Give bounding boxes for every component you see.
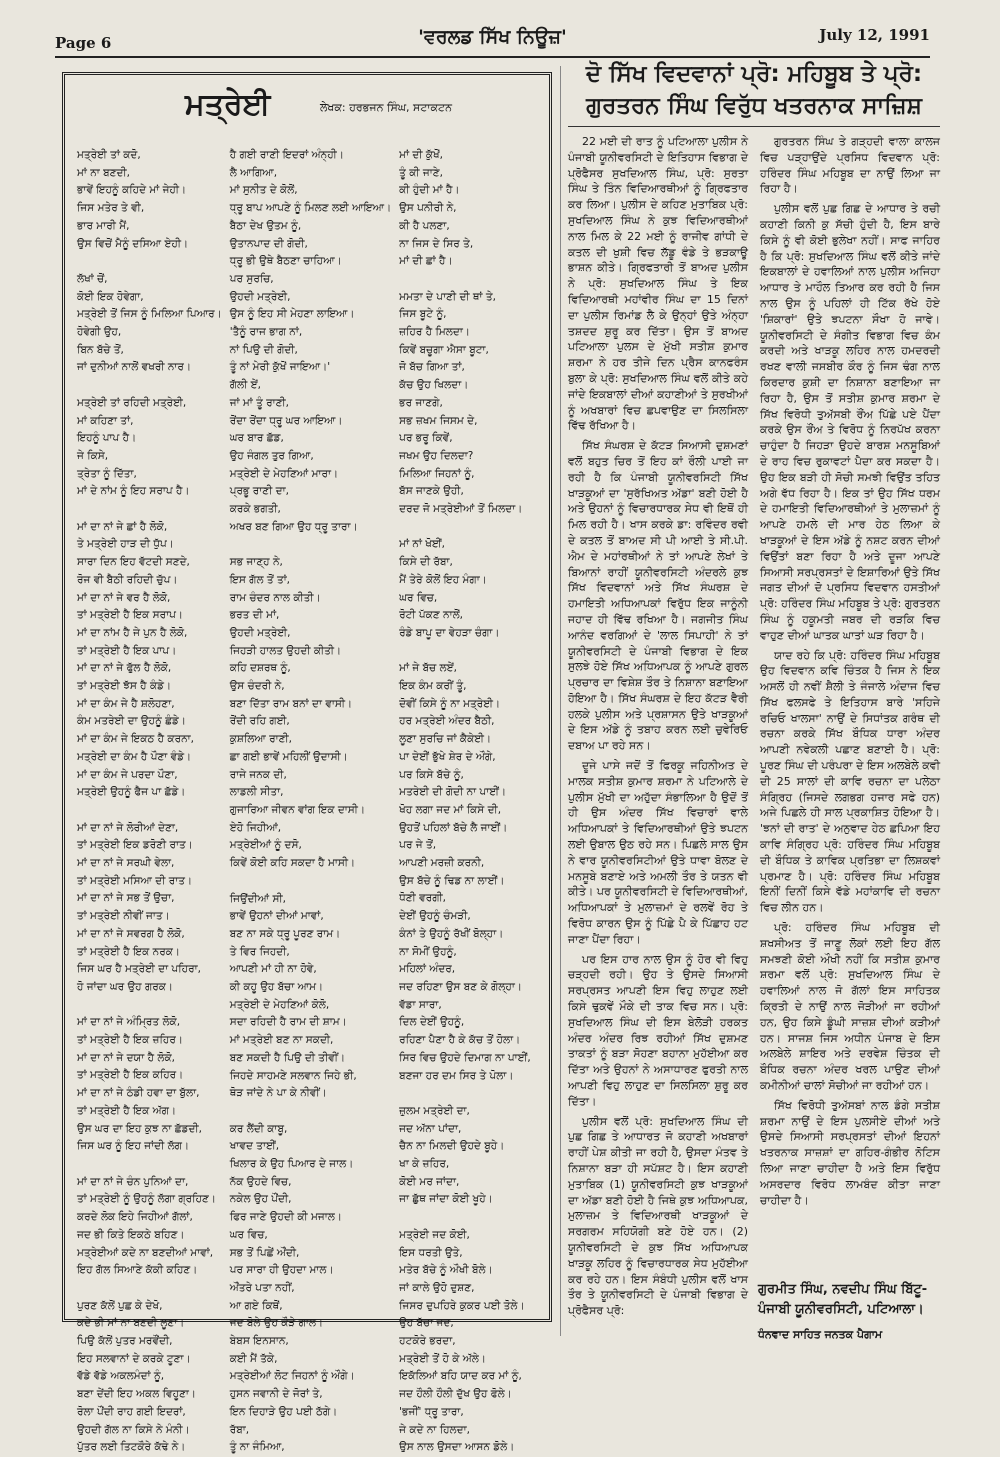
poem-line	[230, 1103, 391, 1121]
poem-line: ਮਤ੍ਰੇਈ ਉਹਨੂੰ ਫੈਜ ਪਾ ਛੱਡੇ।	[77, 786, 186, 799]
poem-line	[399, 1085, 539, 1103]
poem-line: ਰੋਟੀ ਪੱਕਣ ਨਾਲੋਂ,	[399, 609, 464, 622]
poem-line: ਸਿਰ ਵਿਚ ਉਹਦੇ ਦਿਮਾਗ ਨਾ ਪਾਈਂ,	[399, 1051, 531, 1064]
poem-line	[77, 501, 222, 519]
poem-line: ਮਾਂ ਦਾ ਨਾਂ ਜੇ ਅੰਮ੍ਰਿਤ ਲੋਕੋ,	[77, 1016, 181, 1029]
poem-line	[77, 1156, 222, 1174]
poem-line: ਤੂੰ ਨਾਂ ਮੇਰੀ ਕੁੱਖੋਂ ਜਾਇਆ।'	[229, 361, 331, 374]
article-paragraph: ਪੁਲੀਸ ਵਲੋਂ ਪੁਛ ਗਿਛ ਦੇ ਆਧਾਰ ਤੇ ਰਚੀ ਕਹਾਣੀ ਕਿਨੀ ਕੁ ਸੱਚੀ ਹੁੰਦੀ ਹੈ, ਇਸ ਬਾਰੇ ਕਿਸੇ ਨੂੰ ਵੀ ਕੋਈ ਭੁਲੇਖਾ ਨਹੀਂ। ਸਾਫ ਜਾਹਿਰ ਹੈ ਕਿ ਪ੍ਰੋ: ਸੁਖਦਿਆਲ ਸਿੰਘ ਵਲੋਂ ਕੀਤੇ ਜਾਂਦੇ ਇਕਬਾਲਾਂ ਦੇ ਹਵਾਲਿਆਂ ਨਾਲ ਪੁਲੀਸ ਅਜਿਹਾ ਆਧਾਰ ਤੇ ਮਾਹੌਲ ਤਿਆਰ ਕਰ ਰਹੀ ਹੈ ਜਿਸ ਨਾਲ ਉਸ ਨੂੰ ਪਹਿਲਾਂ ਹੀ ਟਿੱਕ ਰੱਖੇ ਹੋਏ 'ਸ਼ਿਕਾਰਾਂ' ਉਤੇ ਝਪਟਨਾ ਸੌਖਾ ਹੋ ਜਾਵੇ। ਯੂਨੀਵਰਸਿਟੀ ਦੇ ਸੰਗੀਤ ਵਿਭਾਗ ਵਿਚ ਕੰਮ ਕਰਦੀ ਅਤੇ ਖਾੜਕੂ ਲਹਿਰ ਨਾਲ ਹਮਦਰਦੀ ਰਖਣ ਵਾਲੀ ਜਸਬੀਰ ਕੌਰ ਨੂੰ ਜਿਸ ਢੰਗ ਨਾਲ ਕਿਰਦਾਰ ਕੁਸ਼ੀ ਦਾ ਨਿਸ਼ਾਨਾ ਬਣਾਇਆ ਜਾ ਰਿਹਾ ਹੈ, ਉਸ ਤੋਂ ਸਤੀਸ਼ ਕੁਮਾਰ ਸ਼ਰਮਾ ਦੇ ਸਿੱਖ ਵਿਰੋਧੀ ਤੁਅੱਸਬੀ ਰੌਂਅ ਪਿੱਛੇ ਪਏ ਪੈਂਦਾ ਕਰਕੇ ਉਸ ਰੌਂਅ ਤੇ ਵਿਰੋਧ ਨੂੰ ਨਿਰਪੱਖ ਕਰਨਾ ਚਾਹੁੰਦਾ ਹੈ ਜਿਹੜਾ ਉਹਦੇ ਬਾਰਸ਼ ਮਨਸੂਬਿਆਂ ਦੇ ਰਾਹ ਵਿਚ ਰੁਕਾਵਟਾਂ ਪੈਦਾ ਕਰ ਸਕਦਾ ਹੈ। ਉਹ ਇਕ ਬੜੀ ਹੀ ਸੋਚੀ ਸਮਝੀ ਵਿਉਂਤ ਤਹਿਤ ਅਗੇ ਵੱਧ ਰਿਹਾ ਹੈ। ਇਕ ਤਾਂ ਉਹ ਸਿੱਖ ਧਰਮ ਦੇ ਹਮਾਇਤੀ ਵਿਦਿਆਰਥੀਆਂ ਤੇ ਮੁਲਾਜ਼ਮਾਂ ਨੂੰ ਆਪਣੇ ਹਮਲੇ ਦੀ ਮਾਰ ਹੇਠ ਲਿਆ ਕੇ ਖਾੜਕੂਆਂ ਦੇ ਇਸ ਅੱਡੇ ਨੂੰ ਨਸ਼ਟ ਕਰਨ ਦੀਆਂ ਵਿਉਂਤਾਂ ਬਣਾ ਰਿਹਾ ਹੈ ਅਤੇ ਦੂਜਾ ਆਪਣੇ ਸਿਆਸੀ ਸਰਪ੍ਰਸਤਾਂ ਦੇ ਇਸ਼ਾਰਿਆਂ ਉਤੇ ਸਿੱਖ ਜਗਤ ਦੀਆਂ ਦੋ ਪ੍ਰਸਿਧ ਵਿਦਵਾਨ ਹਸਤੀਆਂ ਪ੍ਰੋ: ਹਰਿੰਦਰ ਸਿੰਘ ਮਹਿਬੂਬ ਤੇ ਪ੍ਰੋ: ਗੁਰਤਰਨ ਸਿੰਘ ਨੂੰ ਹਕੂਮਤੀ ਜਬਰ ਦੀ ਰੜਕਿ ਵਿਚ ਵਾਹੁਣ ਦੀਆਂ ਘਾਤਕ ਘਾਤਾਂ ਘੜ ਰਿਹਾ ਹੈ।	[760, 202, 941, 642]
poem-line: ਮਾਂ ਦਾ ਨਾਂ ਜੇ ਛਾਂ ਹੈ ਲੋਕੋ,	[77, 520, 168, 533]
poem-line: ਕਿਸੇ ਦੀ ਰੱਬਾ,	[399, 556, 453, 569]
poem-line: ਬੈਠਾ ਦੇਖ ਉਤਮ ਨੂੰ,	[229, 219, 302, 232]
poem-line: ਸਭ ਤੋਂ ਪਿਛੇਂ ਔਂਦੀ,	[229, 1246, 300, 1259]
poem-line: ਇਹ ਸਲਵਾਨਾਂ ਦੇ ਕਰਕੇ ਟੂਣਾ।	[77, 1352, 191, 1365]
poem-line: ਦਰਦ ਜੋ ਮਤ੍ਰੇਈਆਂ ਤੋਂ ਮਿਲਦਾ।	[399, 503, 523, 516]
poem-line: ਤਾਂ ਮਤ੍ਰੇਈ ਹੈ ਇਕ ਨਰਕ।	[77, 945, 180, 958]
poem-line: ਜਿਸ ਘਰ ਹੈ ਮਤ੍ਰੇਈ ਦਾ ਪਹਿਰਾ,	[77, 963, 201, 976]
poem-line: 'ਭਜੀਂ' ਧ੍ਰੂ ਤਾਰਾ,	[399, 1405, 464, 1418]
poem-line: ਉਹਦੀ ਮਤ੍ਰੇਈ,	[229, 290, 291, 303]
poem-line: ਲੈ ਆਗਿਆ,	[229, 166, 278, 179]
poem-line: ਰੋਲਾ ਪੌਂਦੀ ਰਾਹ ਗਈ ਇਦਰਾਂ,	[77, 1405, 186, 1418]
poem-line: ਕੰਨਾਂ ਤੇ ਉਹਨੂੰ ਰੱਖੀਂ ਬੋਲ੍ਹਾ।	[399, 927, 504, 940]
poem-line: ਜੋ ਬੱਚ ਗਿਆ ਤਾਂ,	[399, 361, 465, 374]
poem-line: ਭਾਵੇਂ ਇਹਨੂੰ ਕਹਿਦੇ ਮਾਂ ਜੇਹੀ।	[77, 184, 187, 197]
poem-line: ਮਤ੍ਰੇਈਆਂ ਕਦੇ ਨਾ ਬਣਦੀਆਂ ਮਾਵਾਂ,	[77, 1246, 214, 1259]
article-paragraph: ਪਰ ਇਸ ਹਾਰ ਨਾਲ ਉਸ ਨੂੰ ਹੋਰ ਵੀ ਵਿਹੁ ਚੜ੍ਹਦੀ ਰਹੀ। ਉਹ ਤੇ ਉਸਦੇ ਸਿਆਸੀ ਸਰਪ੍ਰਸਤ ਆਪਣੀ ਇਸ ਵਿਹੁ ਲਾਹੁਣ ਲਈ ਕਿਸੇ ਢੁਕਵੇਂ ਮੌਕੇ ਦੀ ਤਾਕ ਵਿਚ ਸਨ। ਪ੍ਰੋ: ਸੁਖਦਿਆਲ ਸਿੰਘ ਦੀ ਇਸ ਬੇਲੋੜੀ ਹਰਕਤ ਅੰਦਰ ਅੰਦਰ ਰਿਝ ਰਹੀਆਂ ਸਿੱਖ ਦੁਸ਼ਮਣ ਤਾਕਤਾਂ ਨੂੰ ਬੜਾ ਸੋਹਣਾ ਬਹਾਨਾ ਮੁਹੱਈਆ ਕਰ ਦਿੱਤਾ ਅਤੇ ਉਹਨਾਂ ਨੇ ਅਸਾਧਾਰਣ ਫੁਰਤੀ ਨਾਲ ਆਪਣੀ ਵਿਹੁ ਲਾਹੁਣ ਦਾ ਸਿਲਸਿਲਾ ਸ਼ੁਰੂ ਕਰ ਦਿੱਤਾ।	[568, 952, 748, 1108]
poem-line: ਮਾਂ ਦਾ ਕੰਮ ਜੇ ਪਰਦਾ ਪੌਣਾ,	[77, 768, 178, 781]
poem-line: ਤਾਂ ਮਤ੍ਰੇਈ ਨੀਵੀਂ ਜਾਤ।	[77, 910, 170, 923]
poem-line: ਉਹ ਜੰਗਲ ਤੁਰ ਗਿਆ,	[229, 449, 314, 462]
poem-line: ਜਾਂ ਮਾਂ ਤੂੰ ਰਾਣੀ,	[229, 396, 290, 409]
poem-line: ਕਰਕੇ ਭਗਤੀ,	[229, 503, 281, 516]
poem-column-1	[77, 147, 222, 1454]
poem-line: ਸਭ ਜਾਣ੍ਹ ਨੇ,	[229, 556, 283, 569]
poem-line: ਕੀ ਕਹੂ ਉਹ ਬੱਚਾ ਆਮ।	[229, 981, 324, 994]
poem-line: ਤਾਂ ਮਤ੍ਰੇਈ ਨੂੰ ਉਹਨੂੰ ਲੱਗਾ ਗ੍ਰਹਿਣ।	[77, 1193, 216, 1206]
poem-line	[399, 1209, 539, 1227]
poem-line: ਵੱਡਾ ਸਾਰਾ,	[399, 998, 442, 1011]
poem-line	[77, 1280, 222, 1298]
poem-line: ਜਿਸ ਘਰ ਨੂੰ ਇਹ ਜਾਂਦੀ ਲੱਗ।	[77, 1140, 190, 1153]
poem-line: ਮਾਂ ਦੇ ਨਾਂਮ ਨੂੰ ਇਹ ਸਰਾਪ ਹੈ।	[77, 485, 190, 498]
poem-line: ਫਿਰ ਜਾਣੇ ਉਹਦੀ ਕੀ ਮਜਾਲ।	[229, 1211, 342, 1224]
poem-line: ਮਾਂ ਨਾਂ ਖੋਈਂ,	[399, 538, 446, 551]
poem-line: ਮਤ੍ਰੇਈਆਂ ਲੋਟ ਜਿਹਨਾਂ ਨੂੰ ਔਗੇ।	[229, 1370, 355, 1383]
poem-line: ਮਤੇਰ ਬੱਚੇ ਨੂੰ ਔਖੀ ਬੋਲੇ।	[399, 1264, 493, 1277]
poem-line: ਸਭ ਜ਼ਖਮ ਜਿਸਮ ਦੇ,	[399, 414, 478, 427]
poem-line: ਜਦ ਅੱਨਾ ਪਾਂਦਾ,	[399, 1122, 462, 1135]
poem-line: ਰਾਮ ਚੰਦਰ ਨਾਲ ਕੀਤੀ।	[229, 591, 321, 604]
poem-line: ਤਾਂ ਮਤ੍ਰੇਈ ਹੈ ਇਕ ਪਾਪ।	[77, 644, 177, 657]
article-paragraph: ਦੂਜੇ ਪਾਸੇ ਜਦੋਂ ਤੋਂ ਫਿਰਕੂ ਜਹਿਨੀਅਤ ਦੇ ਮਾਲਕ ਸਤੀਸ਼ ਕੁਮਾਰ ਸ਼ਰਮਾ ਨੇ ਪਟਿਆਲੇ ਦੇ ਪੁਲੀਸ ਮੁੱਖੀ ਦਾ ਅਹੁੱਦਾ ਸੰਭਾਲਿਆ ਹੈ ਉਦੋਂ ਤੋਂ ਹੀ ਉਸ ਅੰਦਰ ਸਿੱਖ ਵਿਚਾਰਾਂ ਵਾਲੇ ਅਧਿਆਪਕਾਂ ਤੇ ਵਿਦਿਆਰਥੀਆਂ ਉਤੇ ਝਪਟਨ ਲਈ ਉਬਾਲ ਉਠ ਰਹੇ ਸਨ। ਪਿਛਲੇ ਸਾਲ ਉਸ ਨੇ ਵਾਰ ਯੂਨੀਵਰਸਿਟੀਆਂ ਉਤੇ ਧਾਵਾ ਬੋਲਣ ਦੇ ਮਨਸੂਬੇ ਬਣਾਏ ਅਤੇ ਅਮਲੀ ਤੌਰ ਤੇ ਯਤਨ ਵੀ ਕੀਤੇ। ਪਰ ਯੂਨੀਵਰਸਿਟੀ ਦੇ ਵਿਦਿਆਰਥੀਆਂ, ਅਧਿਆਪਕਾਂ ਤੇ ਮੁਲਾਜ਼ਮਾਂ ਦੇ ਰਲਵੇਂ ਰੋਹ ਤੇ ਵਿਰੋਧ ਕਾਰਨ ਉਸ ਨੂੰ ਪਿੱਛੇ ਪੈ ਕੇ ਪਿੱਛਾਹ ਹਟ ਜਾਣਾ ਪੈਂਦਾ ਰਿਹਾ।	[568, 759, 748, 946]
poem-line: ਮਾਂ ਦਾ ਨਾਂ ਜੇ ਸਭ ਤੋਂ ਉਚਾ,	[77, 892, 175, 905]
poem-line: ਖਾ ਕੇ ਜ਼ਹਿਰ,	[399, 1158, 450, 1171]
poem-line: ਮਾਂ ਦਾ ਨਾਂ ਜੇ ਦਯਾ ਹੈ ਲੋਕੋ,	[77, 1051, 175, 1064]
poem-line: ਘਰ ਵਿਚ,	[399, 591, 438, 604]
poem-line: ਇਸ ਗੱਲ ਤੋਂ ਤਾਂ,	[229, 573, 291, 586]
poem-line: ਨਾ ਸੋਮੀਂ ਉਹਨੂੰ,	[399, 945, 457, 958]
article-paragraph: ਯਾਦ ਰਹੇ ਕਿ ਪ੍ਰੋ: ਹਰਿੰਦਰ ਸਿੰਘ ਮਹਿਬੂਬ ਉਹ ਵਿਦਵਾਨ ਕਵਿ ਚਿੰਤਕ ਹੈ ਜਿਸ ਨੇ ਇਕ ਅਸਲੋਂ ਹੀ ਨਵੀਂ ਸ਼ੈਲੀ ਤੇ ਜੰਜਾਲੇ ਅੰਦਾਜ ਵਿਚ ਸਿੱਖ ਫਲਸਫੇ ਤੇ ਇਤਿਹਾਸ ਬਾਰੇ 'ਸਹਿਜੇ ਰਚਿਓ ਖਾਲਸਾ' ਨਾਉਂ ਦੇ ਸਿਧਾਂਤਕ ਗਰੰਥ ਦੀ ਰਚਨਾ ਕਰਕੇ ਸਿੱਖ ਬੌਧਿਕ ਧਾਰਾ ਅੰਦਰ ਆਪਣੀ ਨਵੇਕਲੀ ਪਛਾਣ ਬਣਾਈ ਹੈ। ਪ੍ਰੋ: ਪੂਰਣ ਸਿੰਘ ਦੀ ਪਰੰਪਰਾ ਦੇ ਇਸ ਅਲਬੇਲੇ ਕਵੀ ਦੀ 25 ਸਾਲਾਂ ਦੀ ਕਾਵਿ ਰਚਨਾ ਦਾ ਪਲੇਠਾ ਸੰਗ੍ਰਿਹ (ਜਿਸਦੇ ਲਗਭਗ ਹਜਾਰ ਸਫੇ ਹਨ) ਅਜੇ ਪਿਛਲੇ ਹੀ ਸਾਲ ਪ੍ਰਕਾਸ਼ਿਤ ਹੋਇਆ ਹੈ। 'ਝਨਾਂ ਦੀ ਰਾਤ' ਦੇ ਅਨੁਵਾਦ ਹੇਠ ਛਪਿਆ ਇਹ ਕਾਵਿ ਸੰਗ੍ਰਿਹ ਪ੍ਰੋ: ਹਰਿੰਦਰ ਸਿੰਘ ਮਹਿਬੂਬ ਦੀ ਬੌਧਿਕ ਤੇ ਕਾਵਿਕ ਪ੍ਰਤਿਭਾ ਦਾ ਲਿਸ਼ਕਵਾਂ ਪ੍ਰਮਾਣ ਹੈ। ਪ੍ਰੋ: ਹਰਿੰਦਰ ਸਿੰਘ ਮਹਿਬੂਬ ਇਨੀਂ ਦਿਨੀਂ ਕਿਸੇ ਵੱਡੇ ਮਹਾਂਕਾਵਿ ਦੀ ਰਚਨਾ ਵਿਚ ਲੀਨ ਹਨ।	[760, 648, 940, 915]
poem-line: ਉਸ ਪਨੀਰੀ ਨੇ,	[399, 202, 457, 215]
poem-line: ਉਸ ਘਰ ਦਾ ਇਹ ਕੁਝ ਨਾ ਛੱਡਦੀ,	[77, 1122, 202, 1135]
poem-line: ਗੱਲੀ ਏਂ,	[229, 379, 261, 392]
poem-line	[77, 997, 222, 1015]
poem-title: ਮਤ੍ਰੇਈ	[185, 87, 271, 122]
poem-line: ਖੋਹ ਲਗਾ ਜਦ ਮਾਂ ਕਿਸੇ ਦੀ,	[399, 803, 502, 816]
poem-line	[230, 536, 391, 554]
poem-line	[399, 519, 539, 537]
poem-line: ਭਾਰ ਮਾਰੀ ਮੈਂ,	[77, 219, 130, 232]
article-paragraph: ਸਿੱਖ ਵਿਰੋਧੀ ਤੁਅੱਸਬਾਂ ਨਾਲ ਡੰਗੇ ਸਤੀਸ਼ ਸ਼ਰਮਾ ਨਾਉਂ ਦੇ ਇਸ ਪੁਲਸੀਏ ਦੀਆਂ ਅਤੇ ਉਸਦੇ ਸਿਆਸੀ ਸਰਪ੍ਰਸਤਾਂ ਦੀਆਂ ਇਹਨਾਂ ਖਤਰਨਾਕ ਸਾਜ਼ਸ਼ਾਂ ਦਾ ਗਹਿਰ-ਗੰਭੀਰ ਨੋਟਿਸ ਲਿਆ ਜਾਣਾ ਚਾਹੀਦਾ ਹੈ ਅਤੇ ਇਸ ਵਿਰੁੱਧ ਅਸਰਦਾਰ ਵਿਰੋਧ ਲਾਮਬੰਦ ਕੀਤਾ ਜਾਣਾ ਚਾਹੀਦਾ ਹੈ।	[760, 1098, 940, 1207]
poem-line: ਮਤ੍ਰੇਈ ਦੇ ਮੇਹਣਿਆਂ ਮਾਰਾ।	[229, 467, 339, 480]
poem-line: ਮਾਂ ਦਾ ਨਾਂ ਜੇ ਸਵਰਗ ਹੈ ਲੋਕੋ,	[77, 927, 185, 940]
poem-line: ਤੇ ਵਿਰ ਜਿਹਦੀ,	[229, 945, 290, 958]
poem-line: ਨਕੇਲ ਉਹ ਪੌਂਦੀ,	[229, 1193, 292, 1206]
poem-line: ਉਹਦੀ ਗੱਲ ਨਾ ਕਿਸੇ ਨੇ ਮੰਨੀ।	[77, 1423, 190, 1436]
poem-line: ਕੁਸ਼ਲਿਆ ਰਾਣੀ,	[229, 733, 292, 746]
poem-line: ਪੁੱਤਰ ਲਈ ਤਿਟਕੌਰੇ ਕੱਢੇ ਨੇ।	[77, 1441, 186, 1454]
poem-line: ਜਿਹੜੀ ਹਾਲਤ ਉਹਦੀ ਕੀਤੀ।	[229, 644, 342, 657]
poem-line: ਉਸ ਬੱਚੇ ਨੂੰ ਢਿਡ ਨਾ ਲਾਈਂ।	[399, 874, 505, 887]
poem-line: ਬਿਨ ਬੱਚੇ ਤੋਂ,	[77, 343, 124, 356]
poem-line: ਸਾਰਾ ਦਿਨ ਇਹ ਵੱਟਦੀ ਸਣਦੇ,	[77, 556, 190, 569]
poem-line: ਇਕ ਕੰਮ ਕਰੀਂ ਤੂੰ,	[399, 680, 467, 693]
poem-line: ਮਤ੍ਰੇਈ ਜਦ ਕੋਈ,	[399, 1228, 470, 1241]
poem-line: ਆਪਣੀ ਮਰਜ਼ੀ ਕਰਨੀ,	[399, 857, 485, 870]
poem-line: ਤਾਂ ਮਤ੍ਰੇਈ ਹੈ ਇਕ ਜ਼ਹਿਰ।	[77, 1034, 183, 1047]
poem-line: ਗੁਜਾਰਿਆ ਜੀਵਨ ਵਾਂਗ ਇਕ ਦਾਸੀ।	[229, 804, 366, 816]
poem-line: ਮੈਂ ਤੇਰੇ ਕੋਲੋਂ ਇਹ ਮੰਗਾ।	[399, 573, 487, 586]
poem-line: ਉਸ ਨਾਲ ਉਸਦਾ ਆਸਨ ਡੋਲੇ।	[399, 1441, 515, 1454]
poem-line: ਮਾਂ ਦਾ ਕੰਮ ਜੇ ਇਕਠ ਹੈ ਕਰਨਾ,	[77, 733, 194, 746]
poem-line: ਜਦ ਬੋਲੇ ਉਹ ਕੌੜੇ ਗਾਲ।	[229, 1317, 324, 1330]
poem-line	[77, 377, 222, 395]
poem-line: ਜਿਸ ਮਤੇਰ ਤੇ ਵੀ,	[77, 202, 145, 215]
poem-line: ਦਿਲ ਦੇਈਂ ਉਹਨੂੰ,	[399, 1016, 465, 1029]
poem-line: ਹਰ ਮਤ੍ਰੇਈ ਅੰਦਰ ਬੈਠੀ,	[399, 715, 495, 728]
poem-line: ਮਾਂ ਜੇ ਬੱਚ ਲਏਂ,	[399, 662, 457, 675]
poem-line: ਜਦ ਰਹਿਣਾ ਉਸ ਬਣ ਕੇ ਗੋਲ੍ਹਾ।	[399, 981, 522, 993]
poem-line: ਮਾਂ ਦੀ ਕੁੱਖੋਂ,	[399, 149, 443, 161]
poem-line: ਮਤ੍ਰੇਈ ਤਾਂ ਰਹਿਦੀ ਮਤ੍ਰੇਈ,	[77, 396, 187, 409]
poem-line: ਮਾਂ ਕਹਿਣਾ ਤਾਂ,	[77, 414, 134, 427]
poem-line: ਭਰ ਜਾਣਗੇ,	[399, 396, 443, 409]
poem-byline: ਲੇਖਕ: ਹਰਭਜਨ ਸਿੰਘ, ਸਟਾਕਟਨ	[320, 101, 452, 114]
article-credit: ਧੰਨਵਾਦ ਸਾਹਿਤ ਜਨਤਕ ਪੈਗਾਮ	[758, 1328, 883, 1341]
poem-line: ਮਾਂ ਦੀ ਛਾਂ ਹੈ।	[399, 255, 453, 268]
poem-line: ਸਦਾ ਰਹਿਦੀ ਹੈ ਰਾਮ ਦੀ ਸ਼ਾਮ।	[229, 1016, 347, 1029]
poem-line: ਪਰ ਸੁਰਚਿ,	[229, 272, 274, 285]
poem-line: ਇਕੱਲਿਆਂ ਬਹਿ ਯਾਦ ਕਰ ਮਾਂ ਨੂੰ,	[399, 1370, 522, 1383]
poem-line: ਤੂੰ ਨਾ ਜੰਮਿਆ,	[229, 1441, 285, 1454]
poem-line: ਤਾਂ ਮਤ੍ਰੇਈ ਹੈ ਇਕ ਅੱਗ।	[77, 1104, 177, 1117]
poem-line	[77, 253, 222, 271]
poem-line: ਜੇ ਕਦੇ ਨਾ ਹਿਲਦਾ,	[399, 1423, 470, 1436]
poem-line: ਮਤ੍ਰੇਈਆਂ ਨੂੰ ਦਸੋ,	[229, 839, 302, 852]
poem-line: ਇਨ ਦਿਹਾੜੇ ਉਹ ਪਈ ਠੱਗੇ।	[229, 1405, 338, 1418]
poem-line: ਰਾਜੇ ਜਨਕ ਦੀ,	[229, 768, 287, 781]
issue-date: July 12, 1991	[819, 26, 930, 44]
poem-line: ਮਾਂ ਦਾ ਨਾਂ ਜੇ ਚੰਨ ਪੁਨਿਆਂ ਦਾ,	[77, 1175, 189, 1188]
poem-line: ਕੋਈ ਮਰ ਜਾਂਦਾ,	[399, 1175, 460, 1188]
poem-columns	[77, 147, 539, 1454]
poem-line: ਅਖਰ ਬਣ ਗਿਆ ਉਹ ਧ੍ਰੂ ਤਾਰਾ।	[229, 520, 358, 533]
poem-line	[77, 802, 222, 820]
article-paragraph: ਸਿੱਖ ਸੰਘਰਸ਼ ਦੇ ਕੱਟੜ ਸਿਆਸੀ ਦੁਸ਼ਮਣਾਂ ਵਲੋਂ ਬਹੁਤ ਚਿਰ ਤੋਂ ਇਹ ਕਾਂ ਰੌਲੀ ਪਾਈ ਜਾ ਰਹੀ ਹੈ ਕਿ ਪੰਜਾਬੀ ਯੂਨੀਵਰਸਿਟੀ ਸਿੱਖ ਖਾੜਕੂਆਂ ਦਾ 'ਸੁਰੱਖਿਅਤ ਅੱਡਾ' ਬਣੀ ਹੋਈ ਹੈ ਅਤੇ ਉਹਨਾਂ ਨੂੰ ਵਿਚਾਰਧਾਰਕ ਸੇਧ ਵੀ ਇਥੋਂ ਹੀ ਮਿਲ ਰਹੀ ਹੈ। ਖਾਸ ਕਰਕੇ ਡਾ: ਰਵਿੰਦਰ ਰਵੀ ਦੇ ਕਤਲ ਤੋਂ ਬਾਅਦ ਸੀ ਪੀ ਆਈ ਤੇ ਸੀ.ਪੀ. ਐਮ ਦੇ ਮਹਾਂਰਥੀਆਂ ਨੇ ਤਾਂ ਆਪਣੇ ਲੇਖਾਂ ਤੇ ਬਿਆਨਾਂ ਰਾਹੀਂ ਯੂਨੀਵਰਸਿਟੀ ਅੰਦਰਲੇ ਕੁਝ ਸਿੱਖ ਵਿਦਵਾਨਾਂ ਅਤੇ ਸਿੱਖ ਸੰਘਰਸ਼ ਦੇ ਹਮਾਇਤੀ ਅਧਿਆਪਕਾਂ ਵਿਰੁੱਧ ਇਕ ਜਾਨੂੰਨੀ ਜਹਾਦ ਹੀ ਵਿੱਢ ਰਖਿਆ ਹੈ। ਜਗਜੀਤ ਸਿੰਘ ਆਨੰਦ ਵਰਗਿਆਂ ਦੇ 'ਲਾਲ ਸਿਪਾਹੀ' ਨੇ ਤਾਂ ਯੂਨੀਵਰਸਿਟੀ ਦੇ ਪੰਜਾਬੀ ਵਿਭਾਗ ਦੇ ਇਕ ਸੁਲਝੇ ਹੋਏ ਸਿੱਖ ਅਧਿਆਪਕ ਨੂੰ ਆਪਣੇ ਗੁਰਲ ਪ੍ਰਚਾਰ ਦਾ ਵਿਸ਼ੇਸ਼ ਤੌਰ ਤੇ ਨਿਸ਼ਾਨਾ ਬਣਾਇਆ ਹੋਇਆ ਹੈ। ਸਿੱਖ ਸੰਘਰਸ਼ ਦੇ ਇਹ ਕੱਟੜ ਵੈਰੀ ਹਲਕੇ ਪੁਲੀਸ ਅਤੇ ਪ੍ਰਸ਼ਾਸਨ ਉਤੇ ਖਾੜਕੂਆਂ ਦੇ ਇਸ ਅੱਡੇ ਨੂੰ ਤਬਾਹ ਕਰਨ ਲਈ ਚੁਵੇਰਿਓ ਦਬਾਅ ਪਾ ਰਹੇ ਸਨ।	[568, 439, 748, 753]
poem-line: ਕਈ ਮੈਂ ਤੱਕੇ,	[229, 1352, 278, 1365]
poem-line: ਉਤਾਨਪਾਦ ਦੀ ਗੋਦੀ,	[229, 237, 308, 250]
poem-line: ਉਸ ਵਿਚੋਂ ਮੈਨੂੰ ਦਸਿਆ ਏਹੀ।	[77, 237, 189, 250]
poem-line: ਇਹਨੂੰ ਪਾਪ ਹੈ।	[77, 432, 137, 445]
poem-line: ਕਦੇ ਭੀ ਮਾਂ ਨਾ ਬਣਦੀ ਲੂਣਾ।	[77, 1317, 185, 1330]
poem-line: ਧ੍ਰੂ ਬਾਪ ਆਪਣੇ ਨੂੰ ਮਿਲਣ ਲਈ ਆਇਆ।	[229, 202, 392, 215]
page-number: Page 6	[55, 34, 112, 52]
poem-line: ਰੱਬਾ,	[229, 1423, 250, 1436]
masthead: 'ਵਰਲਡ ਸਿੱਖ ਨਿਊਜ਼'	[418, 26, 567, 48]
poem-line: ਖਿਲਾਰ ਕੇ ਉਹ ਪਿਆਰ ਦੇ ਜਾਲ।	[229, 1158, 354, 1171]
poem-line	[230, 873, 391, 891]
poem-line: ਮਾਂ ਸੁਨੀਤ ਦੇ ਕੋਲੋਂ,	[229, 184, 298, 197]
poem-line: ਤਾਂ ਮਤ੍ਰੇਈ ਮਸਿਆ ਦੀ ਰਾਤ।	[77, 874, 193, 887]
poem-line: ਰੋਜ ਵੀ ਬੈਠੀ ਰਹਿਦੀ ਚੁੱਪ।	[77, 573, 178, 586]
poem-line: ਪਿਉ ਕੱਲੋਂ ਪੁਤਰ ਮਰਵੌਂਦੀ,	[77, 1335, 173, 1347]
poem-line: ਮਾਂ ਨਾ ਬਣਦੀ,	[77, 166, 130, 179]
poem-line: ਇਸ ਧਰਤੀ ਉਤੇ,	[399, 1246, 463, 1259]
poem-line: ਰਹਿਣਾ ਪੈਣਾ ਹੈ ਕੇ ਕੱਚ ਤੋਂ ਹੋਲਾ।	[399, 1034, 521, 1047]
poem-line: ਕੀ ਹੁੰਦੀ ਮਾਂ ਹੈ।	[399, 184, 460, 197]
poem-line: ਜਖਮ ਉਹ ਦਿਲਦਾ?	[399, 449, 474, 462]
article-headline: ਦੋ ਸਿੱਖ ਵਿਦਵਾਨਾਂ ਪ੍ਰੋ: ਮਹਿਬੂਬ ਤੇ ਪ੍ਰੋ: ਗੁਰਤਰਨ ਸਿੰਘ ਵਿਰੁੱਧ ਖਤਰਨਾਕ ਸਾਜ਼ਿਸ਼	[568, 58, 940, 127]
poem-line: ਪਰ ਸਾਰਾ ਹੀ ਉਹਦਾ ਮਾਲ।	[229, 1264, 334, 1277]
poem-line: ਤਾਂ ਮਤ੍ਰੇਈ ਝੱਸ ਹੈ ਕੰਡੇ।	[77, 680, 172, 693]
poem-line: ਪਰ ਕਿਸੇ ਬੱਚੇ ਨੂੰ,	[399, 768, 464, 781]
poem-box	[62, 72, 552, 1454]
poem-line: ਹੋਵੇਗੀ ਉਹ,	[77, 326, 122, 339]
article-paragraph: ਪ੍ਰੋ: ਹਰਿੰਦਰ ਸਿੰਘ ਮਹਿਬੂਬ ਦੀ ਸ਼ਖਸੀਅਤ ਤੋਂ ਜਾਣੂ ਲੋਕਾਂ ਲਈ ਇਹ ਗੱਲ ਸਮਝਣੀ ਕੋਈ ਔਖੀ ਨਹੀਂ ਕਿ ਸਤੀਸ਼ ਕੁਮਾਰ ਸ਼ਰਮਾ ਵਲੋਂ ਪ੍ਰੋ: ਸੁਖਦਿਆਲ ਸਿੰਘ ਦੇ ਹਵਾਲਿਆਂ ਨਾਲ ਜੋ ਗੱਲਾਂ ਇਸ ਸਾਹਿਤਕ ਕ੍ਰਿਤੀ ਦੇ ਨਾਉਂ ਨਾਲ ਜੋੜੀਆਂ ਜਾ ਰਹੀਆਂ ਹਨ, ਉਹ ਕਿਸੇ ਡੂੰਘੀ ਸਾਜ਼ਸ਼ ਦੀਆਂ ਕੜੀਆਂ ਹਨ। ਸਾਜਸ਼ ਜਿਸ ਅਧੀਨ ਪੰਜਾਬ ਦੇ ਇਸ ਅਲਬੇਲੇ ਸ਼ਾਇਰ ਅਤੇ ਦਰਵੇਸ਼ ਚਿੰਤਕ ਦੀ ਬੌਧਿਕ ਰਚਨਾ ਅੰਦਰ ਖਰਲ ਪਾਉਣ ਦੀਆਂ ਕਮੀਨੀਆਂ ਚਾਲਾਂ ਸੋਚੀਆਂ ਜਾ ਰਹੀਆਂ ਹਨ।	[760, 921, 940, 1093]
poem-line: ਜਿਉਂਦੀਆਂ ਸੀ,	[229, 892, 286, 905]
poem-line: ਕਹਿ ਦਸ਼ਰਥ ਨੂੰ,	[229, 662, 291, 675]
poem-line: ਮਿਲਿਆ ਜਿਹਨਾਂ ਨੂੰ,	[399, 467, 475, 480]
poem-line: ਘਰ ਬਾਰ ਛੱਡ,	[229, 432, 284, 445]
poem-line: ਖਾਵਦ ਤਾਈਂ,	[229, 1140, 280, 1153]
poem-line: ਜਾਂ ਕਾਲੇ ਉਹੋ ਦੁਸ਼ਣ,	[399, 1281, 475, 1294]
poem-line: ਕਿਵੇਂ ਬਚੂਗਾ ਐਸਾ ਬੂਟਾ,	[399, 343, 489, 356]
poem-line: ਲੂਣਾ ਸੁਰਚਿ ਜਾਂ ਕੈਕੇਈ।	[399, 733, 492, 746]
poem-line: ਲਾਡਲੀ ਸੀਤਾ,	[229, 786, 284, 799]
poem-line: ਕੋਈ ਇਕ ਹੋਵੇਗਾ,	[77, 290, 144, 303]
poem-line: ਜੇ ਕਿਸੇ,	[77, 449, 109, 462]
poem-line: ਬਣ ਨਾ ਸਕੇ ਧ੍ਰੂ ਪੂਰਣ ਰਾਮ।	[229, 927, 341, 940]
poem-line: ਚੈਨ ਨਾ ਮਿਲਦੀ ਉਹਦੇ ਬੂਹੇ।	[399, 1140, 505, 1153]
poem-line: ਮਮਤਾ ਦੇ ਪਾਣੀ ਦੀ ਥਾਂ ਤੇ,	[399, 290, 496, 303]
poem-line: ਕੀ ਹੈ ਪਲਣਾ,	[399, 219, 450, 232]
poem-line: ਨਾਂ ਪਿਉ ਦੀ ਗੋਦੀ,	[229, 343, 298, 356]
poem-line: ਮਾਂ ਦਾ ਨਾਂ ਜੇ ਲੋਰੀਆਂ ਦੇਣਾ,	[77, 821, 179, 834]
poem-line: ਮਾਂ ਦਾ ਨਾਂ ਜੇ ਵਰ ਹੈ ਲੋਕੋ,	[77, 591, 171, 604]
poem-line: ਨਾ ਜਿਸ ਦੇ ਸਿਰ ਤੇ,	[399, 237, 474, 250]
poem-line: ਮਤ੍ਰੇਈ ਤੋਂ ਹੋ ਕੇ ਅੱਲੇ।	[399, 1352, 486, 1365]
poem-line: ਮਾਂ ਮਤ੍ਰੇਈ ਬਣ ਨਾ ਸਕਦੀ,	[229, 1034, 334, 1047]
poem-column-2	[229, 147, 392, 1454]
poem-line: ਵੱਡੇ ਵੱਡੇ ਅਕਲਮੰਦਾਂ ਨੂੰ,	[77, 1370, 165, 1383]
poem-line: ਮਤ੍ਰੇਈ ਤੋਂ ਜਿਸ ਨੂੰ ਮਿਲਿਆ ਪਿਆਰ।	[77, 308, 222, 321]
poem-line: ਰੋਂਦੀ ਰਹਿ ਗਈ,	[229, 715, 290, 728]
poem-line: ਤਾਂ ਮਤ੍ਰੇਈ ਇਕ ਡਰੋਣੀ ਰਾਤ।	[77, 839, 193, 852]
poem-line: ਦੇਈਂ ਉਹਨੂੰ ਚੰਮੜੀ,	[399, 910, 471, 923]
poem-line: ਤੂੰ ਕੀ ਜਾਣੇ,	[399, 166, 443, 179]
poem-line: ਜਿਹਦੇ ਸਾਹਮਣੇ ਸਲਵਾਨ ਜਿਹੇ ਭੀ,	[229, 1069, 357, 1082]
article-column-1	[568, 134, 748, 1318]
poem-line: ਉਸ ਨੂੰ ਇਹ ਸੀ ਮੇਹਣਾ ਲਾਇਆ।	[229, 308, 355, 321]
poem-line: 'ਤੈਨੂੰ ਰਾਜ ਭਾਗ ਨਾਂ,	[229, 326, 303, 339]
poem-line: ਮਤਰੇਈ ਦੀ ਗੋਦੀ ਨਾ ਪਾਈਂ।	[399, 786, 507, 799]
poem-line: ਹੈ ਗਈ ਰਾਣੀ ਇਦਰਾਂ ਅੰਨ੍ਹੀ।	[229, 149, 344, 161]
page-header	[55, 22, 930, 58]
poem-line: ਜਾ ਛੁੱਥ ਜਾਂਦਾ ਕੋਈ ਖੂਹੇ।	[399, 1193, 493, 1206]
poem-line: ਕੱਚ ਉਹ ਖਿਲਦਾ।	[399, 379, 469, 392]
poem-line: ਜਿਸਰ ਦੁਪਹਿਰੇ ਕੁਕਰ ਪਈ ਤੋਲੇ।	[399, 1299, 525, 1312]
poem-line: ਉਹਦੀ ਮਤ੍ਰੇਈ,	[229, 626, 291, 639]
poem-line: ਕਰਦੇ ਲੋਕ ਇਹੇ ਜਿਹੀਆਂ ਗੱਲਾਂ,	[77, 1211, 193, 1224]
poem-line: ਪੁਰਣ ਕੱਲੋਂ ਪੁਛ ਕੇ ਦੇਖੋ,	[77, 1299, 163, 1312]
column-divider	[560, 66, 561, 1336]
poem-line: ਜਿਸ ਬੂਟੇ ਨੂੰ,	[399, 308, 447, 321]
poem-line: ਰੋਂਦਾ ਰੋਂਦਾ ਧ੍ਰੂ ਘਰ ਆਇਆ।	[229, 414, 343, 427]
poem-line: ਛਾ ਗਈ ਭਾਵੇਂ ਮਹਿਲੀਂ ਉਦਾਸੀ।	[229, 750, 348, 763]
poem-line: ਮਾਂ ਦਾ ਨਾਂ ਜੇ ਠੰਡੀ ਹਵਾ ਦਾ ਬੁੱਲਾ,	[77, 1087, 200, 1100]
article-paragraph: ਪੁਲੀਸ ਵਲੋਂ ਪ੍ਰੋ: ਸੁਖਦਿਆਲ ਸਿੰਘ ਦੀ ਪੁਛ ਗਿਛ ਤੇ ਆਧਾਰਤ ਜੋ ਕਹਾਣੀ ਅਖਬਾਰਾਂ ਰਾਹੀਂ ਪੇਸ਼ ਕੀਤੀ ਜਾ ਰਹੀ ਹੈ, ਉਸਦਾ ਮੰਤਵ ਤੇ ਨਿਸ਼ਾਨਾ ਬੜਾ ਹੀ ਸਪੱਸ਼ਟ ਹੈ। ਇਸ ਕਹਾਣੀ ਮੁਤਾਬਿਕ (1) ਯੂਨੀਵਰਸਿਟੀ ਕੁਝ ਖਾੜਕੂਆਂ ਦਾ ਅੱਡਾ ਬਣੀ ਹੋਈ ਹੈ ਜਿਥੇ ਕੁਝ ਅਧਿਆਪਕ, ਮੁਲਾਜ਼ਮ ਤੇ ਵਿਦਿਆਰਥੀ ਖਾੜਕੂਆਂ ਦੇ ਸਰਗਰਮ ਸਹਿਯੋਗੀ ਬਣੇ ਹੋਏ ਹਨ। (2) ਯੂਨੀਵਰਸਿਟੀ ਦੇ ਕੁਝ ਸਿੱਖ ਅਧਿਆਪਕ ਖਾੜਕੂ ਲਹਿਰ ਨੂੰ ਵਿਚਾਰਧਾਰਕ ਸੇਧ ਮੁਹੱਈਆ ਕਰ ਰਹੇ ਹਨ। ਇਸ ਸੰਬੰਧੀ ਪੁਲੀਸ ਵਲੋਂ ਖਾਸ ਤੌਰ ਤੇ ਯੂਨੀਵਰਸਿਟੀ ਦੇ ਪੰਜਾਬੀ ਵਿਭਾਗ ਦੇ ਪ੍ਰੋਫੈਸਰ ਪ੍ਰੋ:	[568, 1114, 748, 1318]
poem-line: ਮਾਂ ਦਾ ਨਾਂਮ ਹੈ ਜੇ ਪੁਨ ਹੈ ਲੋਕੋ,	[77, 626, 188, 639]
article-signature: ਗੁਰਮੀਤ ਸਿੰਘ, ਨਵਦੀਪ ਸਿੰਘ ਬਿੱਟੂ- ਪੰਜਾਬੀ ਯੂਨੀਵਰਸਿਟੀ, ਪਟਿਆਲਾ।	[758, 1282, 928, 1317]
poem-line: ਮਤ੍ਰੇਈ ਤਾਂ ਕਦੋ,	[77, 149, 141, 161]
poem-line: ਭਰਤ ਦੀ ਮਾਂ,	[229, 609, 280, 622]
article-column-2	[760, 134, 940, 1288]
poem-line: ਆਪਣੀ ਮਾਂ ਹੀ ਨਾ ਹੋਵੇ,	[229, 963, 317, 976]
poem-line: ਤ੍ਰੇਤਾ ਨੂੰ ਦਿੱਤਾ,	[77, 467, 137, 480]
poem-line: ਪਰ ਜੇ ਤੋਂ,	[399, 839, 437, 852]
poem-line: ਏਹੋ ਜਿਹੀਆਂ,	[229, 821, 282, 834]
poem-line: ਧ੍ਰੂ ਭੀ ਉਥੇ ਬੈਠਣਾ ਚਾਹਿਆ।	[229, 255, 342, 268]
poem-line: ਮਤ੍ਰੇਈ ਦਾ ਕੰਮ ਹੈ ਪੌਣਾ ਵੰਡੇ।	[77, 750, 192, 763]
poem-line: ਇਹ ਗੱਲ ਸਿਆਣੇ ਕੱਕੀ ਕਹਿਣ।	[77, 1264, 198, 1277]
poem-line: ਉਸ ਚੰਦਰੀ ਨੇ,	[229, 680, 285, 693]
poem-line: ਜਾਂ ਦੁਨੀਆਂ ਨਾਲੋਂ ਵਖਰੀ ਨਾਰ।	[77, 361, 192, 374]
poem-line: ਤਾਂ ਮਤ੍ਰੇਈ ਹੈ ਇਕ ਸਰਾਪ।	[77, 609, 184, 622]
poem-line: ਹੋ ਜਾਂਦਾ ਘਰ ਉਹ ਗਰਕ।	[77, 980, 173, 993]
poem-line: ਬਣਾ ਦੇਂਦੀ ਇਹ ਅਕਲ ਵਿਹੂਣਾ।	[77, 1388, 196, 1401]
poem-line: ਪ੍ਰਭੂ ਰਾਣੀ ਦਾ,	[229, 485, 289, 498]
poem-line: ਆ ਗਏ ਕਿਥੋਂ,	[229, 1299, 283, 1312]
poem-line: ਬਣ ਸਕਦੀ ਹੈ ਪਿਉ ਦੀ ਤੀਵੀਂ।	[229, 1051, 346, 1064]
poem-line: ਬੇਬਸ ਇਨਸਾਨ,	[229, 1335, 289, 1348]
poem-line: ਜਦ ਹੌਲੀ ਹੌਲੀ ਦੁੱਖ ਉਹ ਫੋਲੇ।	[399, 1388, 512, 1401]
poem-line: ਕੰਮ ਮਤਰੇਈ ਦਾ ਉਹਨੂੰ ਛੰਡੇ।	[77, 715, 186, 728]
poem-line: ਮਹਿਲਾਂ ਅੰਦਰ,	[399, 963, 456, 976]
poem-line: ਕਰ ਲੈਂਦੀ ਕਾਬੂ,	[229, 1122, 288, 1135]
poem-line	[399, 643, 539, 661]
poem-line: ਘਰ ਵਿਚ,	[229, 1228, 268, 1241]
poem-line: ਭਾਵੇਂ ਉਹਨਾਂ ਦੀਆਂ ਮਾਵਾਂ,	[229, 910, 324, 923]
poem-line: ਹਟਕੋਰੇ ਭਰਦਾ,	[399, 1335, 456, 1348]
poem-line: ਜ਼ਹਿਰ ਹੈ ਮਿਲਦਾ।	[399, 326, 470, 339]
poem-line: ਰੰਡੇ ਬਾਪੂ ਦਾ ਵੇਹੜਾ ਚੰਗਾ।	[399, 626, 500, 639]
article	[568, 58, 940, 1348]
article-paragraph: ਗੁਰਤਰਨ ਸਿੰਘ ਤੇ ਗੜ੍ਹਦੀ ਵਾਲਾ ਕਾਲਜ ਵਿਚ ਪੜ੍ਹਾਉਂਦੇ ਪ੍ਰਸਿਧ ਵਿਦਵਾਨ ਪ੍ਰੋ: ਹਰਿੰਦਰ ਸਿੰਘ ਮਹਿਬੂਬ ਦਾ ਨਾਉਂ ਲਿਆ ਜਾ ਰਿਹਾ ਹੈ।	[760, 135, 940, 196]
poem-line: ਮਾਂ ਦਾ ਨਾਂ ਜੇ ਫੁੱਲ ਹੈ ਲੋਕੋ,	[77, 662, 172, 675]
poem-line: ਬਣਾ ਦਿੱਤਾ ਰਾਮ ਬਨਾਂ ਦਾ ਵਾਸੀ।	[229, 697, 353, 710]
poem-line: ਮਤ੍ਰੇਈ ਦੇ ਮੇਹਣਿਆਂ ਕੋਲੋ,	[229, 998, 330, 1011]
poem-line: ਔਂਤਰੇ ਪਤਾ ਨਹੀਂ,	[229, 1281, 295, 1294]
poem-line: ਮਾਂ ਦਾ ਨਾਂ ਜੇ ਸਰਘੀ ਵੇਲਾ,	[77, 857, 175, 870]
poem-line: ਕਿਵੇਂ ਕੋਈ ਕਹਿ ਸਕਦਾ ਹੈ ਮਾਸੀ।	[229, 857, 356, 870]
poem-line: ਬੱਸ ਜਾਣਕੇ ਉਹੀ,	[399, 485, 464, 498]
poem-line: ਪਰ ਭਰੂ ਕਿਵੇਂ,	[399, 432, 453, 445]
poem-column-3	[399, 147, 539, 1454]
article-paragraph: 22 ਮਈ ਦੀ ਰਾਤ ਨੂੰ ਪਟਿਆਲਾ ਪੁਲੀਸ ਨੇ ਪੰਜਾਬੀ ਯੂਨੀਵਰਸਿਟੀ ਦੇ ਇਤਿਹਾਸ ਵਿਭਾਗ ਦੇ ਪ੍ਰੋਫੈਸਰ ਸੁਖਦਿਆਲ ਸਿੰਘ, ਪ੍ਰੋ: ਸੁਰਤਾ ਸਿੰਘ ਤੇ ਤਿੰਨ ਵਿਦਿਆਰਥੀਆਂ ਨੂੰ ਗ੍ਰਿਫਤਾਰ ਕਰ ਲਿਆ। ਪੁਲੀਸ ਦੇ ਕਹਿਣ ਮੁਤਾਬਿਕ ਪ੍ਰੋ: ਸੁਖਦਿਆਲ ਸਿੰਘ ਨੇ ਕੁਝ ਵਿਦਿਆਰਥੀਆਂ ਨਾਲ ਮਿਲ ਕੇ 22 ਮਈ ਨੂੰ ਰਾਜੀਵ ਗਾਂਧੀ ਦੇ ਕਤਲ ਦੀ ਖੁਸ਼ੀ ਵਿਚ ਲੱਡੂ ਵੰਡੇ ਤੇ ਭੜਕਾਊ ਭਾਸ਼ਨ ਕੀਤੇ। ਗ੍ਰਿਫਤਾਰੀ ਤੋਂ ਬਾਅਦ ਪੁਲੀਸ ਨੇ ਪ੍ਰੋ: ਸੁਖਦਿਆਲ ਸਿੰਘ ਤੇ ਇਕ ਵਿਦਿਆਰਥੀ ਮਹਾਂਵੀਰ ਸਿੰਘ ਦਾ 15 ਦਿਨਾਂ ਦਾ ਪੁਲੀਸ ਰਿਮਾਂਡ ਲੈ ਕੇ ਉਨ੍ਹਾਂ ਉਤੇ ਅੰਨ੍ਹਾ ਤਸ਼ਦਦ ਸ਼ੁਰੂ ਕਰ ਦਿੱਤਾ। ਉਸ ਤੋਂ ਬਾਅਦ ਪਟਿਆਲਾ ਪੁਲਸ ਦੇ ਮੁੱਖੀ ਸਤੀਸ਼ ਕੁਮਾਰ ਸ਼ਰਮਾ ਨੇ ਹਰ ਤੀਜੇ ਦਿਨ ਪ੍ਰੈਸ ਕਾਨਫਰੰਸ ਬੁਲਾ ਕੇ ਪ੍ਰੋ: ਸੁਖਦਿਆਲ ਸਿੰਘ ਵਲੋਂ ਕੀਤੇ ਕਹੇ ਜਾਂਦੇ ਇਕਬਾਲਾਂ ਦੀਆਂ ਕਹਾਣੀਆਂ ਤੇ ਸੁਰਖੀਆਂ ਨੂੰ ਅਖਬਾਰਾਂ ਵਿਚ ਛਪਵਾਉਣ ਦਾ ਸਿਲਸਿਲਾ ਵਿੱਢ ਰੱਖਿਆ ਹੈ।	[568, 135, 748, 433]
poem-line: ਹੁਸਨ ਜਵਾਨੀ ਦੇ ਜੋਰਾਂ ਤੇ,	[229, 1388, 323, 1401]
poem-line: ਜਦ ਭੀ ਕਿਤੇ ਇਕਠੇ ਬਹਿਣ।	[77, 1228, 185, 1241]
poem-line: ਲੱਖਾਂ ਚੋਂ,	[77, 272, 108, 285]
poem-line: ਬਣਜਾ ਹਰ ਦਮ ਸਿਰ ਤੇ ਪੋਲਾ।	[399, 1069, 514, 1082]
poem-line: ਮਾਂ ਦਾ ਕੰਮ ਜੇ ਹੈ ਸ਼ਲੋਹਣਾ,	[77, 697, 175, 710]
poem-line: ਜ਼ੁਲਮ ਮਤ੍ਰੇਈ ਦਾ,	[399, 1104, 470, 1117]
poem-line: ਥੋੜ ਜਾਂਦੇ ਨੇ ਪਾ ਕੇ ਨੀਵੀਂ।	[229, 1087, 327, 1100]
poem-line	[399, 271, 539, 289]
poem-line: ਧੋਣੀ ਵਰਗੀ,	[399, 892, 447, 905]
poem-line: ਉਹਤੋਂ ਪਹਿਲਾਂ ਬੱਚੇ ਲੈ ਜਾਈਂ।	[399, 821, 508, 834]
poem-line: ਤਾਂ ਮਤ੍ਰੇਈ ਹੈ ਇਕ ਕਹਿਰ।	[77, 1069, 184, 1082]
poem-line: ਪਾ ਦੇਈਂ ਭੁੱਖੇ ਸ਼ੇਰ ਦੇ ਔਗੇ,	[399, 750, 496, 763]
poem-line: ਤੇ ਮਤ੍ਰੇਈ ਹਾੜ ਦੀ ਧੁੱਪ।	[77, 538, 174, 551]
poem-line: ਨੱਕ ਉਹਦੇ ਵਿਚ,	[229, 1175, 292, 1188]
poem-line: ਉਹ ਬੱਚਾ ਜਦ,	[399, 1317, 454, 1330]
poem-line: ਦੋਵੀਂ ਕਿਸੇ ਨੂੰ ਨਾ ਮਤ੍ਰੇਈ।	[399, 697, 501, 710]
